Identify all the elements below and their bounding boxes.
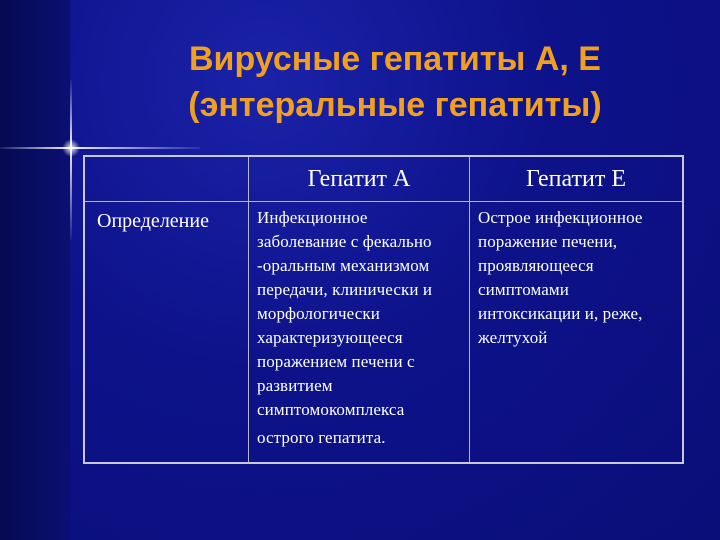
cell-line: Инфекционное (257, 208, 368, 227)
cell-line: симптомами (478, 280, 569, 299)
slide-title (70, 36, 720, 128)
cell-line: острого гепатита. (257, 428, 386, 447)
header-empty-cell (84, 156, 249, 202)
cell-line: морфологически (257, 304, 380, 323)
cell-line: характеризующееся (257, 328, 403, 347)
cell-hepatitis-a-definition (249, 202, 470, 464)
cell-line: развитием (257, 376, 333, 395)
cell-line: проявляющееся (478, 256, 594, 275)
decorative-horizontal-line (0, 147, 200, 149)
cell-line: симптомокомплекса (257, 400, 405, 419)
cell-line: поражение печени, (478, 232, 618, 251)
cell-line: -оральным механизмом (257, 256, 430, 275)
table-header-row (84, 156, 683, 202)
cell-line: Острое инфекционное (478, 208, 643, 227)
slide-title-line-2: (энтеральные гепатиты) (188, 86, 602, 124)
cell-line: желтухой (478, 328, 548, 347)
cell-line: поражением печени с (257, 352, 415, 371)
cell-hepatitis-e-definition (470, 202, 684, 464)
cell-line: передачи, клинически и (257, 280, 433, 299)
cell-line: интоксикации и, реже, (478, 304, 643, 323)
decorative-sparkle-icon (62, 139, 80, 157)
comparison-table (83, 155, 684, 464)
row-label-definition: Определение (84, 202, 249, 464)
cell-line: заболевание с фекально (257, 232, 432, 251)
table-row (84, 202, 683, 464)
background-left-panel (0, 0, 70, 540)
header-hepatitis-a: Гепатит А (249, 156, 470, 202)
header-hepatitis-e: Гепатит Е (470, 156, 684, 202)
slide-title-line-1: Вирусные гепатиты А, Е (188, 40, 601, 78)
